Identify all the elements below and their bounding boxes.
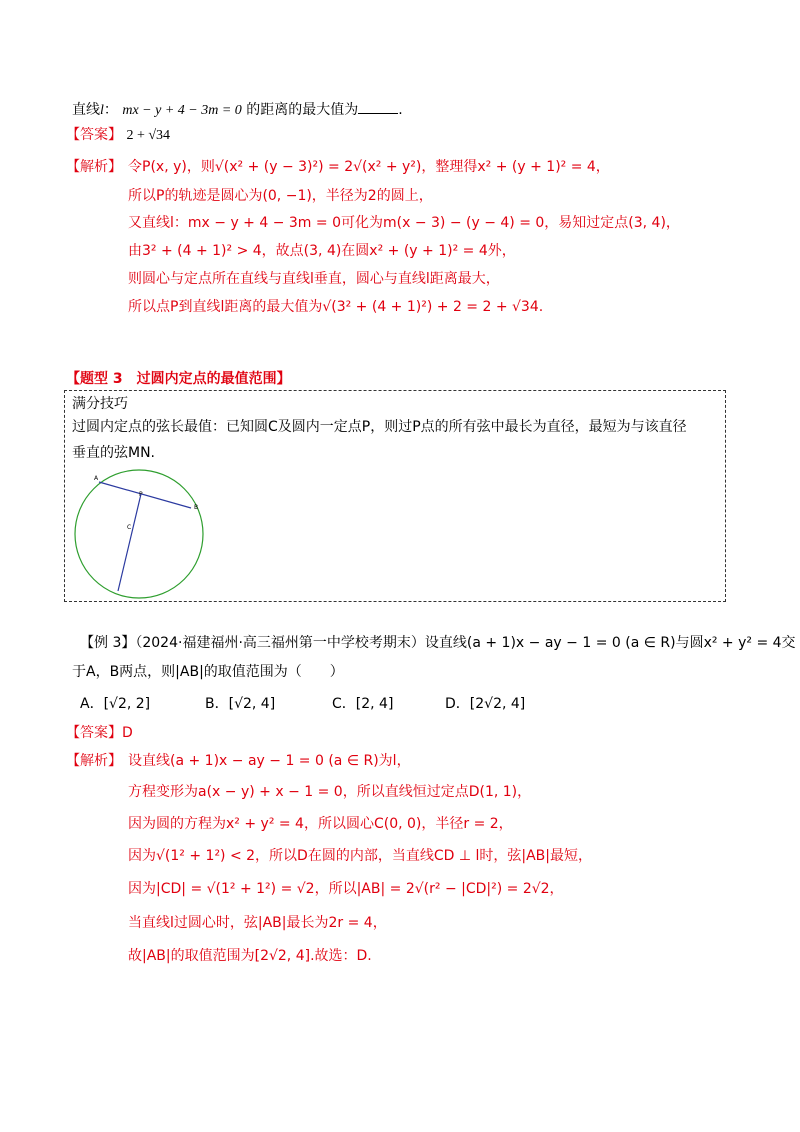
option-d: D．[2√2, 4]: [445, 696, 526, 712]
label-c: C: [127, 524, 132, 531]
analysis-3-line-1: 设直线(a + 1)x − ay − 1 = 0 (a ∈ R)为l，: [128, 753, 411, 769]
example-label: 【例 3】: [80, 635, 136, 651]
analysis-1-label: 【解析】: [66, 159, 122, 175]
analysis-3-line-5: 因为|CD| = √(1² + 1²) = √2，所以|AB| = 2√(r² − |CD|²) = 2√2，: [128, 881, 564, 897]
analysis-1-line-1: 令P(x, y)，则√(x² + (y − 3)²) = 2√(x² + y²)，整理得x² + (y + 1)² = 4，: [128, 159, 610, 175]
tips-title: 满分技巧: [72, 396, 128, 412]
option-b: B．[√2, 4]: [205, 696, 276, 712]
analysis-3-line-7: 故|AB|的取值范围为[2√2, 4].故选：D.: [128, 948, 372, 964]
answer-blank: [358, 99, 398, 114]
label-a: A: [94, 475, 99, 482]
answer-3: [66, 723, 133, 743]
label-p: P: [139, 491, 143, 498]
answer-3-value: D: [122, 725, 133, 741]
example-stem-1: 设直线(a + 1)x − ay − 1 = 0 (a ∈ R)与圆x² + y² = 4交: [424, 635, 796, 651]
analysis-1-line-2: 所以P的轨迹是圆心为(0, −1)，半径为2的圆上，: [128, 188, 433, 204]
line-l-symbol: l: [100, 103, 104, 118]
option-c: C．[2, 4]: [332, 696, 394, 712]
label-b: B: [194, 504, 199, 511]
analysis-1-line-6: 所以点P到直线l距离的最大值为√(3² + (4 + 1)²) + 2 = 2 + √34.: [128, 299, 544, 315]
answer-1: [66, 125, 170, 146]
analysis-3-line-6: 当直线l过圆心时，弦|AB|最长为2r = 4，: [128, 915, 387, 931]
answer-label: 【答案】: [66, 127, 122, 143]
answer-value: 2 + √34: [126, 128, 171, 143]
chord-figure: [69, 463, 219, 613]
circle-c: [75, 470, 203, 598]
option-a: A．[√2, 2]: [80, 696, 151, 712]
analysis-1-line-3: 又直线l：mx − y + 4 − 3m = 0可化为m(x − 3) − (y − 4) = 0，易知过定点(3, 4)，: [128, 215, 680, 231]
problem-prefix: 直线: [72, 102, 100, 118]
problem-suffix: 的距离的最大值为: [246, 102, 359, 118]
analysis-3-line-2: 方程变形为a(x − y) + x − 1 = 0，所以直线恒过定点D(1, 1)，: [128, 784, 532, 800]
section-3-title: 【题型 3 过圆内定点的最值范围】: [66, 371, 291, 387]
colon: ：: [103, 102, 118, 118]
analysis-3-label: 【解析】: [66, 753, 122, 769]
end-period: .: [398, 102, 403, 118]
analysis-3-line-3: 因为圆的方程为x² + y² = 4，所以圆心C(0, 0)，半径r = 2，: [128, 816, 513, 832]
analysis-3-line-4: 因为√(1² + 1²) < 2，所以D在圆的内部，当直线CD ⊥ l时，弦|AB|最短，: [128, 848, 592, 864]
answer-3-label: 【答案】: [66, 725, 122, 741]
problem-tail: [72, 99, 403, 121]
chord-ab: [99, 482, 191, 508]
diameter-through-p: [118, 494, 141, 591]
example-3-stem-1: [80, 633, 796, 653]
analysis-1-line-4: 由3² + (4 + 1)² > 4，故点(3, 4)在圆x² + (y + 1)² = 4外，: [128, 243, 516, 259]
example-source: （2024·福建福州·高三福州第一中学校考期末）: [135, 635, 425, 651]
analysis-1-line-5: 则圆心与定点所在直线与直线l垂直，圆心与直线l距离最大，: [128, 271, 500, 287]
tips-text-line-2: 垂直的弦MN.: [72, 445, 156, 461]
line-equation: mx − y + 4 − 3m = 0: [122, 103, 242, 118]
tips-text-line-1: 过圆内定点的弦长最值：已知圆C及圆内一定点P，则过P点的所有弦中最长为直径，最短为与该直径: [72, 419, 687, 435]
example-3-stem-2: 于A，B两点，则|AB|的取值范围为（ ）: [72, 664, 344, 680]
